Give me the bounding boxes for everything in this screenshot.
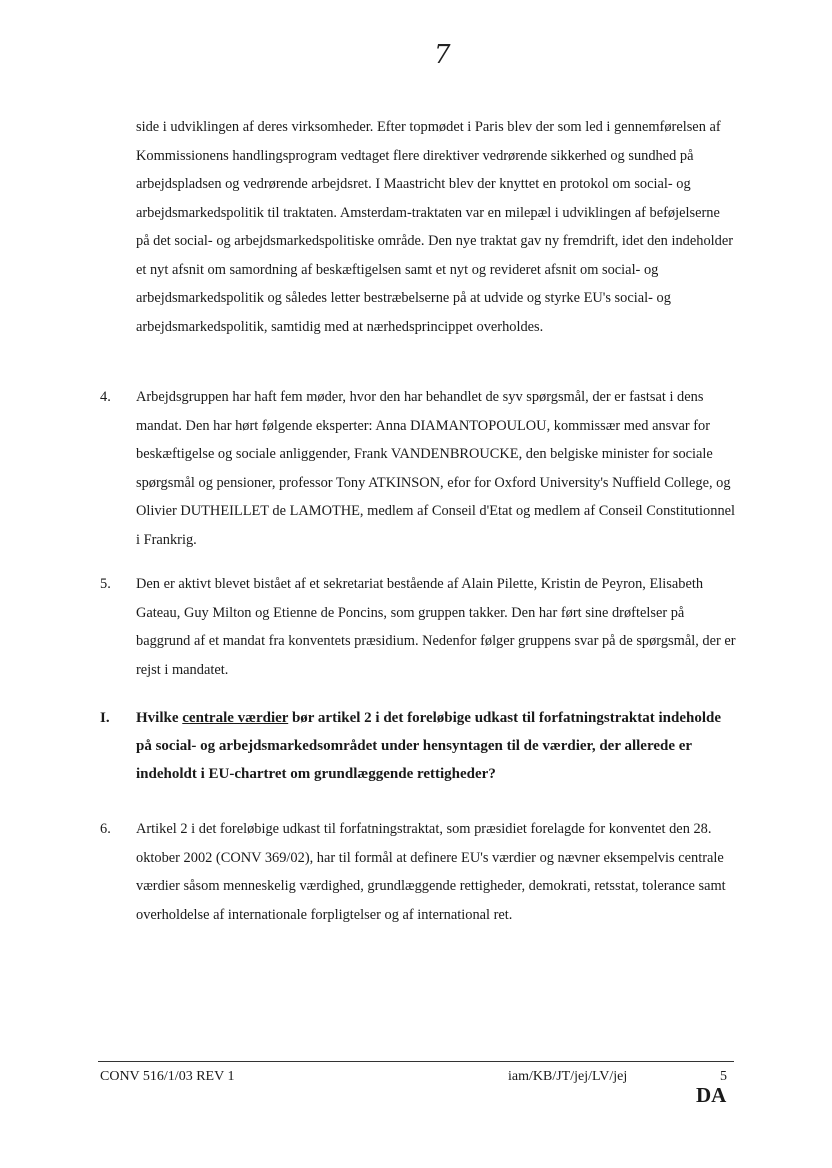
question-heading bbox=[136, 704, 736, 788]
footer-divider bbox=[98, 1061, 734, 1062]
paragraph-6-text: Artikel 2 i det foreløbige udkast til forfatningstraktat, som præsidiet forelagde for konventet den 28. oktober 2002 (CONV 369/02), har til formål at definere EU's værdier og nævner eksempelvis centrale værdier såsom menneskelig værdighed, grundlæggende rettigheder, demokrati, retsstat, tolerance samt overholdelse af internationale forpligtelser og af international ret. bbox=[136, 821, 726, 923]
footer-page-number: 5 bbox=[720, 1069, 727, 1084]
paragraph-number-6: 6. bbox=[100, 821, 111, 837]
handwritten-page-mark: 7 bbox=[434, 40, 451, 70]
paragraph-4-text: Arbejdsgruppen har haft fem møder, hvor den har behandlet de syv spørgsmål, der er fastsat i dens mandat. Den har hørt følgende eksperter: Anna DIAMANTOPOULOU, kommissær med ansvar for beskæftigelse og sociale anliggender, Frank VANDENBROUCKE, den belgiske minister for sociale spørgsmål og pensioner, professor Tony ATKINSON, efor for Oxford University's Nuffield College, og Olivier DUTHEILLET de LAMOTHE, medlem af Conseil d'Etat og medlem af Conseil Constitutionnel i Frankrig. bbox=[136, 389, 736, 548]
paragraph-5-text: Den er aktivt blevet bistået af et sekretariat bestående af Alain Pilette, Kristin de Peyron, Elisabeth Gateau, Guy Milton og Etienne de Poncins, som gruppen takker. Den har ført sine drøftelser på baggrund af et mandat fra konventets præsidium. Nedenfor følger gruppens svar på de spørgsmål, der er rejst i mandatet. bbox=[136, 576, 736, 678]
intro-paragraph: side i udviklingen af deres virksomheder. Efter topmødet i Paris blev der som led i gennemførelsen af Kommissionens handlingsprogram vedtaget flere direktiver vedrørende sikkerhed og sundhed på arbejdspladsen og vedrørende arbejdsret. I Maastricht blev der knyttet en protokol om social- og arbejdsmarkedspolitik til traktaten. Amsterdam-traktaten var en milepæl i udviklingen af beføjelserne på det social- og arbejdsmarkedspolitiske område. Den nye traktat gav ny fremdrift, idet den indeholder et nyt afsnit om samordning af beskæftigelsen samt et nyt og revideret afsnit om social- og arbejdsmarkedspolitik og således letter bestræbelserne på at udvide og styrke EU's social- og arbejdsmarkedspolitik, samtidig med at nærhedsprincippet overholdes. bbox=[136, 119, 734, 335]
question-underlined-term: centrale værdier bbox=[182, 710, 289, 726]
footer-doc-ref: CONV 516/1/03 REV 1 bbox=[100, 1069, 235, 1084]
question-number: I. bbox=[100, 710, 110, 726]
paragraph-number-4: 4. bbox=[100, 389, 111, 405]
paragraph-number-5: 5. bbox=[100, 576, 111, 592]
question-text-before: Hvilke bbox=[136, 710, 183, 726]
footer-initials: iam/KB/JT/jej/LV/jej bbox=[508, 1069, 628, 1084]
question-text-after: bør artikel 2 i det foreløbige udkast til forfatningstraktat indeholde på social- og arbejdsmarkedsområdet under hensyntagen til de værdier, der allerede er indeholdt i EU-chartret om grundlæggende rettigheder? bbox=[136, 710, 721, 782]
footer-language-code: DA bbox=[696, 1083, 727, 1107]
